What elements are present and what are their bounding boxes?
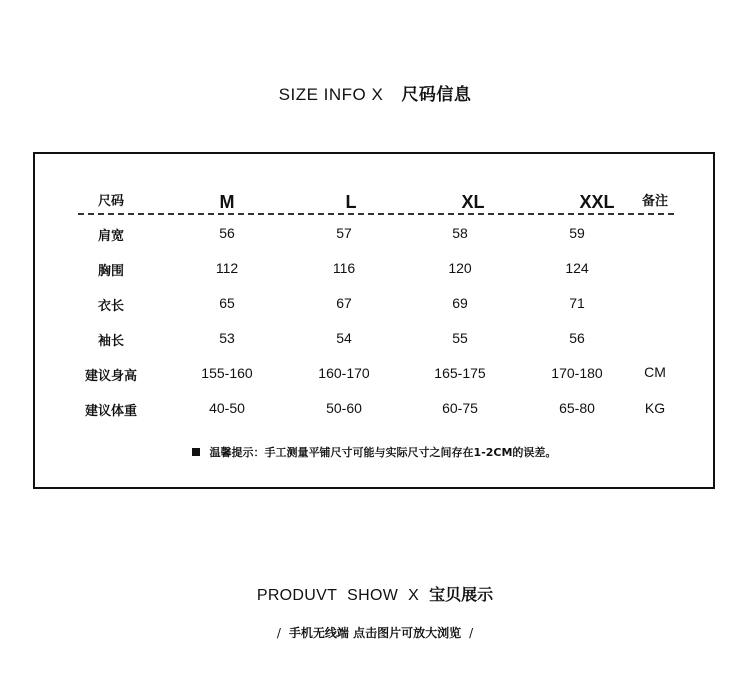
table-cell: 155-160 — [201, 365, 253, 381]
measurement-tip-text: 温馨提示：手工测量平铺尺寸可能与实际尺寸之间存在1-2CM的误差。 — [209, 446, 557, 459]
table-cell: 53 — [219, 330, 235, 346]
note-column-header: 备注 — [641, 194, 668, 209]
product-show-title-en-1: PRODUVT — [256, 587, 338, 604]
table-cell: 60-75 — [442, 400, 478, 416]
table-cell: 69 — [452, 295, 468, 311]
table-cell: 57 — [336, 225, 352, 241]
unit-kg: KG — [644, 400, 666, 416]
table-cell: 160-170 — [318, 365, 370, 381]
product-show-subtitle-text: 手机无线端 点击图片可放大浏览 — [288, 626, 462, 640]
table-cell: 58 — [452, 225, 468, 241]
square-bullet-icon — [192, 448, 200, 456]
size-info-title-en: SIZE INFO X — [278, 85, 384, 104]
row-label-sleeve: 袖长 — [97, 334, 124, 349]
row-label-chest: 胸围 — [97, 264, 124, 279]
size-header-m: M — [219, 192, 235, 212]
table-cell: 165-175 — [434, 365, 486, 381]
unit-cm: CM — [644, 364, 666, 380]
size-table — [33, 152, 715, 489]
size-info-title — [0, 80, 750, 105]
row-label-length: 衣长 — [97, 299, 124, 314]
size-info-title-cn: 尺码信息 — [401, 85, 472, 105]
slash-left: / — [276, 626, 281, 640]
table-cell: 71 — [569, 295, 585, 311]
table-cell: 116 — [332, 260, 356, 276]
product-show-title-en-3: X — [408, 587, 420, 604]
table-cell: 120 — [448, 260, 472, 276]
table-cell: 59 — [569, 225, 585, 241]
table-cell: 50-60 — [326, 400, 362, 416]
size-header-xl: XL — [461, 192, 485, 212]
table-cell: 65-80 — [559, 400, 595, 416]
table-cell: 55 — [452, 330, 468, 346]
size-header-l: L — [345, 192, 357, 212]
slash-right: / — [469, 626, 474, 640]
table-cell: 56 — [569, 330, 585, 346]
row-label-height: 建议身高 — [84, 369, 137, 384]
table-cell: 54 — [336, 330, 352, 346]
product-show-title-en-2: SHOW — [347, 587, 399, 604]
size-header-xxl: XXL — [579, 192, 615, 212]
table-cell: 40-50 — [209, 400, 245, 416]
row-label-shoulder: 肩宽 — [97, 229, 124, 244]
table-cell: 112 — [215, 260, 239, 276]
product-show-title — [0, 582, 750, 605]
product-show-subtitle — [0, 624, 750, 641]
table-cell: 65 — [219, 295, 235, 311]
row-label-weight: 建议体重 — [84, 404, 137, 419]
table-cell: 124 — [565, 260, 589, 276]
measurement-tip — [35, 444, 713, 460]
product-show-title-cn: 宝贝展示 — [429, 585, 494, 604]
table-cell: 170-180 — [551, 365, 603, 381]
table-cell: 67 — [336, 295, 352, 311]
size-column-header: 尺码 — [97, 194, 124, 209]
header-dashed-divider — [78, 213, 674, 215]
table-cell: 56 — [219, 225, 235, 241]
